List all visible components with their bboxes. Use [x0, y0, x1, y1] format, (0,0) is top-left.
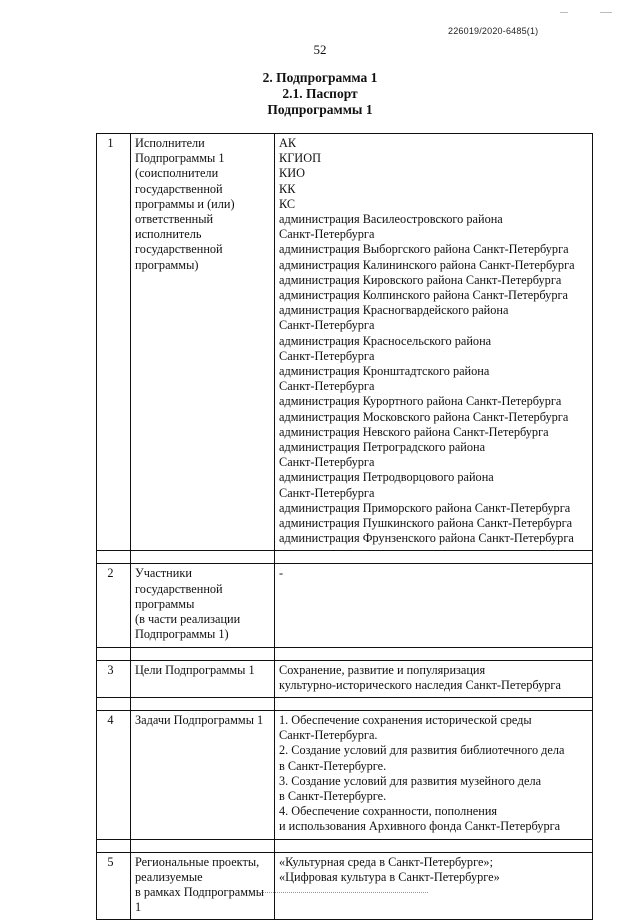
row-value — [275, 564, 593, 647]
label-line: Подпрограммы 1) — [135, 627, 229, 642]
value-line: администрация Колпинского района Санкт-Петербурга — [279, 288, 568, 303]
label-line: 1 — [135, 900, 142, 915]
scan-mark — [600, 12, 612, 13]
passport-row — [97, 134, 593, 551]
value-line: администрация Петроградского района — [279, 440, 486, 455]
value-line: 2. Создание условий для развития библиотечного дела — [279, 743, 565, 758]
passport-row — [97, 852, 593, 920]
row-spacer — [97, 697, 593, 710]
label-line: программы — [135, 596, 195, 611]
passport-row — [97, 710, 593, 839]
row-number: 4 — [97, 710, 131, 839]
passport-row — [97, 564, 593, 647]
value-line: в Санкт-Петербурге. — [279, 758, 387, 773]
row-label — [131, 852, 275, 920]
value-line: администрация Василеостровского района — [279, 212, 503, 227]
label-line: реализуемые — [135, 869, 203, 884]
value-line: администрация Красногвардейского района — [279, 303, 509, 318]
row-value — [275, 852, 593, 920]
value-line: КК — [279, 181, 296, 196]
section-heading — [0, 70, 640, 118]
label-line: Региональные проекты, — [135, 854, 260, 869]
page-number: 52 — [313, 42, 327, 57]
value-line: «Цифровая культура в Санкт-Петербурге» — [279, 869, 500, 884]
row-label — [131, 660, 275, 697]
value-line: 3. Создание условий для развития музейного дела — [279, 773, 542, 788]
row-value — [275, 134, 593, 551]
label-line: (в части реализации — [135, 612, 241, 627]
value-line: администрация Московского района Санкт-Петербурга — [279, 409, 569, 424]
value-line: администрация Петродворцового района — [279, 470, 494, 485]
value-line: администрация Фрунзенского района Санкт-Петербурга — [279, 531, 574, 546]
value-line: администрация Кировского района Санкт-Петербурга — [279, 272, 562, 287]
passport-row — [97, 660, 593, 697]
row-number: 1 — [97, 134, 131, 551]
value-line: КС — [279, 196, 296, 211]
value-line: Санкт-Петербурга. — [279, 728, 378, 743]
value-line: в Санкт-Петербурге. — [279, 788, 387, 803]
value-line: 4. Обеспечение сохранности, пополнения — [279, 804, 498, 819]
value-line: КГИОП — [279, 151, 321, 166]
value-line: Санкт-Петербурга — [279, 348, 375, 363]
value-line: администрация Приморского района Санкт-Петербурга — [279, 500, 571, 515]
row-spacer — [97, 647, 593, 660]
value-line: - — [279, 566, 284, 581]
row-number: 3 — [97, 660, 131, 697]
row-label — [131, 564, 275, 647]
value-line: Санкт-Петербурга — [279, 227, 375, 242]
row-value — [275, 660, 593, 697]
value-line: администрация Кронштадтского района — [279, 364, 490, 379]
document-number: 226019/2020-6485(1) — [448, 26, 539, 36]
label-line: ответственный — [135, 212, 214, 227]
row-spacer — [97, 839, 593, 852]
heading-passport: 2.1. Паспорт — [282, 86, 358, 101]
label-line: Исполнители — [135, 136, 205, 150]
value-line: администрация Выборгского района Санкт-Петербурга — [279, 242, 569, 257]
scan-mark — [560, 12, 568, 13]
label-line: Подпрограммы 1 — [135, 151, 225, 166]
value-line: администрация Красносельского района — [279, 333, 492, 348]
label-line: программы) — [135, 257, 199, 272]
row-number: 2 — [97, 564, 131, 647]
value-line: Сохранение, развитие и популяризация — [279, 662, 486, 677]
label-line: Задачи Подпрограммы 1 — [135, 712, 264, 727]
value-line: культурно-исторического наследия Санкт-Петербурга — [279, 677, 561, 692]
value-line: администрация Курортного района Санкт-Петербурга — [279, 394, 562, 409]
label-line: государственной — [135, 181, 223, 196]
value-line: администрация Пушкинского района Санкт-Петербурга — [279, 516, 573, 531]
label-line: в рамках Подпрограммы — [135, 884, 265, 899]
label-line: Участники — [135, 566, 192, 581]
value-line: Санкт-Петербурга — [279, 379, 375, 394]
value-line: Санкт-Петербурга — [279, 485, 375, 500]
label-line: исполнитель — [135, 227, 202, 242]
row-number: 5 — [97, 852, 131, 920]
scan-artifact — [258, 892, 428, 895]
value-line: АК — [279, 136, 297, 150]
value-line: 1. Обеспечение сохранения исторической среды — [279, 712, 532, 727]
label-line: (соисполнители — [135, 166, 219, 181]
value-line: «Культурная среда в Санкт-Петербурге»; — [279, 854, 493, 869]
heading-subprogram: 2. Подпрограмма 1 — [262, 70, 378, 85]
row-label — [131, 134, 275, 551]
label-line: государственной — [135, 242, 223, 257]
row-value — [275, 710, 593, 839]
value-line: Санкт-Петербурга — [279, 455, 375, 470]
row-spacer — [97, 551, 593, 564]
row-label — [131, 710, 275, 839]
heading-subprogram-genitive: Подпрограммы 1 — [267, 102, 373, 117]
value-line: администрация Калининского района Санкт-Петербурга — [279, 257, 575, 272]
label-line: программы и (или) — [135, 196, 235, 211]
value-line: и использования Архивного фонда Санкт-Петербурга — [279, 819, 561, 834]
value-line: администрация Невского района Санкт-Петербурга — [279, 424, 549, 439]
passport-table — [96, 133, 593, 920]
label-line: государственной — [135, 581, 223, 596]
label-line: Цели Подпрограммы 1 — [135, 662, 255, 677]
value-line: КИО — [279, 166, 305, 181]
value-line: Санкт-Петербурга — [279, 318, 375, 333]
